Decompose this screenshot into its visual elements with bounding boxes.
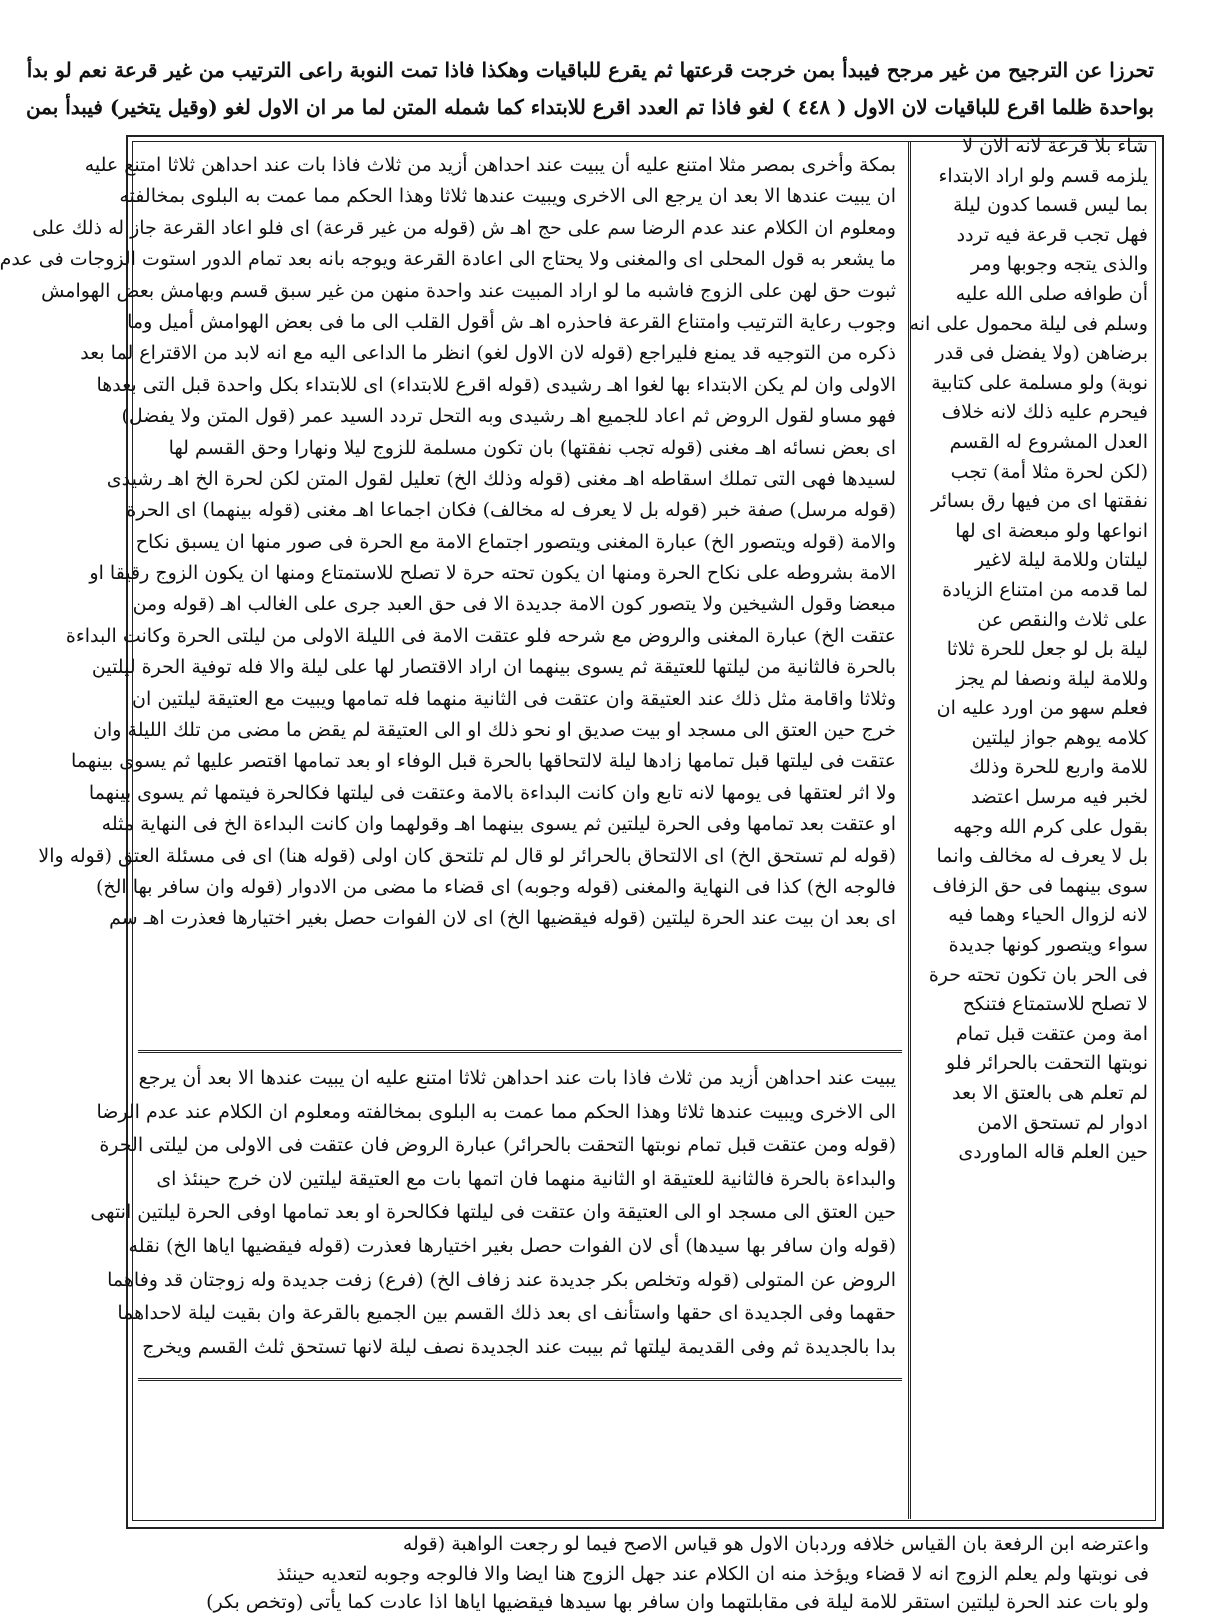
commentary-line: لسيدها فهى التى تملك اسقاطه اهـ مغنى (قوله وذلك الخ) تعليل لقول المتن لكن لحرة الخ اهـ رشيدى bbox=[106, 467, 896, 490]
top-line-2: بواحدة ظلما اقرع للباقيات لان الاول ( ٤٤٨ ) لغو فاذا تم العدد اقرع للابتداء كما شمله المتن لما مر ان الاول لغو (وقيل يتخير) فيبدأ بمن bbox=[25, 95, 1154, 119]
lower-commentary-line: بدا بالجديدة ثم وفى القديمة ليلتها ثم بيبت عند الجديدة نصف ليلة لانها تستحق ثلث القسم ويخرج bbox=[142, 1335, 896, 1358]
commentary-line: عتقت الخ) عبارة المغنى والروض مع شرحه فلو عتقت الامة فى الليلة الاولى من ليلتى الحرة وكانت البداءة bbox=[65, 624, 896, 647]
commentary-line: ثبوت حق لهن على الزوج فاشبه ما لو اراد المبيت عند واحدة منهن من غير سبق قسم وبهامش بعض الهوامش bbox=[41, 279, 896, 302]
side-column bbox=[909, 132, 1148, 1168]
bottom-line-1: واعترضه ابن الرفعة بان القياس خلافه وردبان الاول هو قياس الاصح فيما لو رجعت الواهبة (قوله bbox=[402, 1533, 1149, 1555]
commentary-line: بمكة وأخرى بمصر مثلا امتنع عليه أن يبيت عند احداهن أزيد من ثلاث فاذا بات عند احداهن ثلاثا امتنع عليه bbox=[84, 154, 896, 176]
side-column-line: بل لا يعرف له مخالف وانما bbox=[936, 845, 1148, 868]
side-column-line: لخبر فيه مرسل اعتضد bbox=[970, 786, 1148, 809]
side-column-line: لم تعلم هى بالعتق الا بعد bbox=[951, 1082, 1148, 1104]
side-column-line: لا تصلح للاستمتاع فتنكح bbox=[962, 993, 1148, 1016]
lower-separator-rule bbox=[138, 1378, 902, 1381]
side-column-line: وسلم فى ليلة محمول على انه bbox=[909, 312, 1148, 335]
side-column-line: نوبة) ولو مسلمة على كتابية bbox=[931, 371, 1148, 394]
side-column-line: امة ومن عتقت قبل تمام bbox=[956, 1022, 1148, 1045]
side-column-line: شاء بلا قرعة لانه الان لا bbox=[962, 135, 1148, 157]
top-line-1: تحرزا عن الترجيح من غير مرجح فيبدأ بمن خرجت قرعتها ثم يقرع للباقيات وهكذا فاذا تمت النوبة راعى الترتيب من غير قرعة نعم لو بدأ bbox=[26, 58, 1154, 82]
side-column-line: نوبتها التحقت بالحرائر فلو bbox=[946, 1052, 1148, 1075]
side-column-line: برضاهن (ولا يفضل فى قدر bbox=[935, 342, 1148, 365]
commentary-line: وثلاثا واقامة مثل ذلك عند العتيقة وان عتقت فى الثانية منهما فله تمامها ويبيت مع العتيقة ليلتين ان bbox=[132, 687, 896, 710]
side-column-line: سوى بينهما فى حق الزفاف bbox=[932, 874, 1148, 897]
main-commentary-column bbox=[0, 150, 896, 935]
commentary-line: (قوله مرسل) صفة خبر (قوله بل لا يعرف له مخالف) فكان اجماعا اهـ مغنى (قوله بينهما) اى الحرة bbox=[126, 499, 896, 522]
side-column-line: سواء ويتصور كونها جديدة bbox=[948, 934, 1148, 957]
bottom-line-3: ولو بات عند الحرة ليلتين استقر للامة ليلة فى مقابلتهما وان سافر بها سيدها فيقضيها اياها اذا عادت كما يأتى (وتخص بكر) bbox=[206, 1591, 1149, 1613]
side-column-line: العدل المشروع له القسم bbox=[949, 430, 1148, 453]
commentary-line: الامة بشروطه على نكاح الحرة ومنها ان يكون تحته حرة لا تصلح للاستمتاع ومنها ان يكون الزوج رقيقا او bbox=[89, 562, 896, 585]
side-column-line: بقول على كرم الله وجهه bbox=[953, 815, 1148, 838]
side-column-line: يلزمه قسم ولو اراد الابتداء bbox=[938, 164, 1148, 187]
commentary-line: ومعلوم ان الكلام عند عدم الرضا سم على حج اهـ ش (قوله من غير قرعة) اى فلو اعاد القرعة جاز له ذلك على bbox=[32, 216, 896, 239]
side-column-line: (لكن لحرة مثلا أمة) تجب bbox=[950, 460, 1148, 483]
bottom-line-2: فى نوبتها ولم يعلم الزوج انه لا قضاء ويؤخذ منه ان الكلام عند جهل الزوج هنا ايضا والا فالوجه وجوبه لتعديه حينئذ bbox=[276, 1563, 1149, 1585]
side-column-line: أن طوافه صلى الله عليه bbox=[955, 282, 1148, 305]
lower-commentary-line: حقهما وفى الجديدة اى حقها واستأنف اى بعد ذلك القسم بين الجميع بالقرعة وان بقيت ليلة لاحداهما bbox=[117, 1302, 896, 1325]
side-column-line: كلامه يوهم جواز ليلتين bbox=[971, 726, 1148, 749]
commentary-line: الاولى وان لم يكن الابتداء بها لغوا اهـ رشيدى (قوله اقرع للابتداء) اى للابتداء بكل واحدة قبل التى بعدها bbox=[96, 373, 896, 396]
commentary-line: فهو مساو لقول الروض ثم اعاد للجميع اهـ رشيدى وبه التحل تردد السيد عمر (قول المتن ولا يفضل) bbox=[121, 405, 896, 428]
commentary-line: اى بعد ان بيت عند الحرة ليلتين (قوله فيقضيها الخ) اى لان الفوات حصل بغير اختيارها فعذرت اهـ سم bbox=[109, 907, 896, 930]
side-column-line: ليلة بل لو جعل للحرة ثلاثا bbox=[946, 638, 1148, 661]
lower-commentary-line: الى الاخرى ويبيت عندها ثلاثا وهذا الحكم مما عمت به البلوى بمخالفته ومعلوم ان الكلام عند عدم الرضا bbox=[96, 1100, 896, 1123]
section-separator-rule bbox=[138, 1050, 902, 1053]
commentary-line: ولا اثر لعتقها فى يومها لانه تابع وان كانت البداءة بالامة وعتقت فى ليلتها فكالحرة فيتمها ثم يسوى بينهما bbox=[88, 781, 896, 804]
commentary-line: بالحرة فالثانية من ليلتها للعتيقة ثم يسوى بينهما ان اراد الاقتصار لها على ليلة والا فله توفية الحرة ليلتين bbox=[91, 656, 896, 679]
side-column-line: لانه لزوال الحياء وهما فيه bbox=[948, 904, 1148, 927]
commentary-line: (قوله لم تستحق الخ) اى الالتحاق بالحرائر لو قال لم تلتحق كان اولى (قوله هنا) اى فى مسئلة العتق (قوله والا bbox=[38, 844, 896, 867]
commentary-line: فالوجه الخ) كذا فى النهاية والمغنى (قوله وجوبه) اى قضاء ما مضى من الادوار (قوله وان سافر بها الخ) bbox=[95, 875, 896, 898]
side-column-line: فى الحر بان تكون تحته حرة bbox=[928, 963, 1148, 986]
side-column-line: فعلم سهو من اورد عليه ان bbox=[936, 697, 1148, 720]
side-column-line: للامة واربع للحرة وذلك bbox=[969, 756, 1148, 779]
commentary-line: عتقت فى ليلتها قبل تمامها زادها ليلة لالتحاقها بالحرة قبل الوفاء او بعد تمامها اقتصر عليها ثم يسوى بينهما bbox=[70, 750, 896, 773]
side-column-line: انواعها ولو مبعضة اى لها bbox=[955, 519, 1148, 542]
commentary-line: او عتقت بعد تمامها وفى الحرة ليلتين ثم يسوى بينهما اهـ وقولهما وان كانت البداءة الخ فى النهاية مثله bbox=[101, 813, 896, 836]
commentary-line: ما يشعر به قول المحلى اى والمغنى ولا يحتاج الى اعادة القرعة ويوجه بانه بعد تمام الدور استوت الزوجات فى عدم bbox=[0, 248, 896, 271]
commentary-line: ان يبيت عندها الا بعد ان يرجع الى الاخرى ويبيت عندها ثلاثا وهذا الحكم مما عمت به البلوى بمخالفته bbox=[119, 185, 896, 208]
commentary-line: والامة (قوله ويتصور الخ) عبارة المغنى ويتصور اجتماع الامة مع الحرة فى صور منها ان يسبق نكاح bbox=[135, 530, 896, 553]
side-column-line: فهل تجب قرعة فيه تردد bbox=[956, 223, 1148, 246]
side-column-line: نفقتها اى من فيها رق بسائر bbox=[931, 490, 1148, 513]
lower-commentary-line: الروض عن المتولى (قوله وتخلص بكر جديدة عند زفاف الخ) (فرع) زفت جديدة وله زوجتان قد وفاهما bbox=[107, 1268, 896, 1291]
side-column-line: والذى يتجه وجوبها ومر bbox=[970, 253, 1148, 276]
lower-commentary-line: (قوله وان سافر بها سيدها) أى لان الفوات حصل بغير اختيارها فعذرت (قوله فيقضيها اياها الخ) نقله bbox=[128, 1234, 896, 1257]
lower-commentary-line: حين العتق الى مسجد او الى العتيقة وان عتقت فى ليلتها فكالحرة او بعد تمامها اوفى الحرة ليلتين انتهى bbox=[90, 1201, 896, 1224]
side-column-line: وللامة ليلة ونصفا لم يجز bbox=[956, 667, 1148, 690]
side-column-line: بما ليس قسما كدون ليلة bbox=[953, 194, 1148, 217]
lower-commentary-line: (قوله ومن عتقت قبل تمام نوبتها التحقت بالحرائر) عبارة الروض فان عتقت فى الاولى من ليلتى الحرة bbox=[99, 1134, 896, 1157]
side-column-line: ادوار لم تستحق الامن bbox=[977, 1111, 1148, 1134]
commentary-line: خرج حين العتق الى مسجد او بيت صديق او نحو ذلك او الى العتيقة لم يقض ما مضى من تلك الليلة وان bbox=[93, 719, 896, 742]
side-column-line: على ثلاث والنقص عن bbox=[977, 608, 1148, 631]
lower-commentary-line: يبيت عند احداهن أزيد من ثلاث فاذا بات عند احداهن ثلاثا امتنع عليه ان يبيت عندها الا بعد أن يرجع bbox=[138, 1067, 896, 1089]
lower-commentary-line: والبداءة بالحرة فالثانية للعتيقة او الثانية منهما فان اتمها بات مع العتيقة ليلتين لان خرج حينئذ اى bbox=[156, 1167, 896, 1190]
side-column-line: ليلتان وللامة ليلة لاغير bbox=[974, 549, 1148, 572]
side-column-line: لما قدمه من امتناع الزيادة bbox=[942, 578, 1148, 601]
commentary-line: ذكره من التوجيه قد يمنع فليراجع (قوله لان الاول لغو) انظر ما الداعى اليه مع انه لابد من الاقتراع لما بعد bbox=[80, 342, 896, 365]
commentary-line: اى بعض نسائه اهـ مغنى (قوله تجب نفقتها) بان تكون مسلمة للزوج ليلا ونهارا وحق القسم لها bbox=[168, 436, 896, 459]
commentary-line: وجوب رعاية الترتيب وامتناع القرعة فاحذره اهـ ش أقول القلب الى ما فى بعض الهوامش أميل وما bbox=[127, 310, 896, 333]
lower-commentary-block bbox=[90, 1062, 896, 1364]
side-column-line: فيحرم عليه ذلك لانه خلاف bbox=[941, 401, 1148, 424]
commentary-line: مبعضا وقول الشيخين ولا يتصور كون الامة جديدة الا فى حق العبد جرى على الغالب اهـ (قوله ومن bbox=[132, 593, 896, 616]
side-column-line: حين العلم قاله الماوردى bbox=[958, 1141, 1148, 1164]
column-divider bbox=[908, 141, 911, 1519]
